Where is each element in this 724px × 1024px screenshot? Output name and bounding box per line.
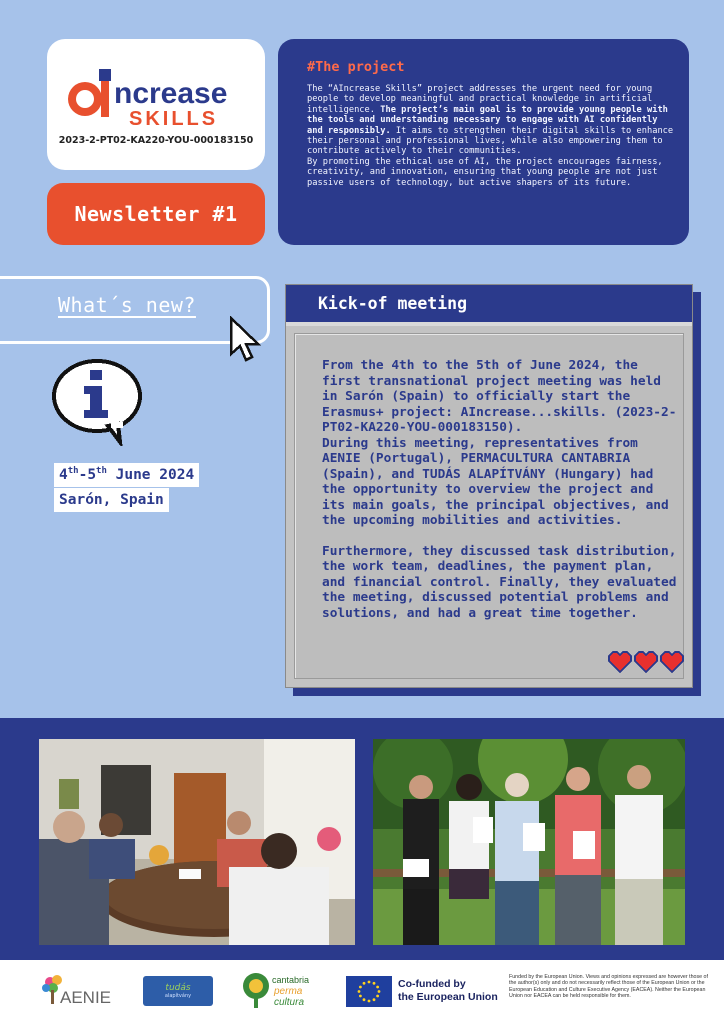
info-speech-bubble-icon — [48, 354, 146, 446]
aenie-text: AENIE — [60, 988, 112, 1007]
date-day-2: 5 — [87, 467, 97, 483]
project-description-box — [278, 39, 689, 245]
cofunded-label — [398, 978, 508, 1004]
eu-disclaimer: Funded by the European Union. Views and opinions expressed are however those of the author(s) only and do not necessarily reflect those of the European Union or the European Education and Culture Executive Agency (EACEA). Neither the European Union nor EACEA can be held responsible for them. — [509, 974, 708, 1000]
kickoff-window — [285, 284, 693, 688]
date-day-1: 4 — [59, 467, 68, 483]
aenie-logo — [40, 974, 120, 1008]
date-suffix-1: th — [67, 466, 79, 477]
perma-line-1: cantabria — [272, 975, 310, 985]
date-separator: - — [78, 467, 88, 483]
meeting-photo — [39, 739, 355, 945]
project-main-goal: The project’s main goal is to provide young people with the tools and understanding necessary to engage with AI confidently and responsibly. — [307, 104, 668, 136]
cofunded-line-1: Co-funded by — [398, 978, 466, 990]
tudas-logo — [143, 976, 213, 1006]
svg-text:ncrease: ncrease — [114, 77, 228, 110]
newsletter-badge: Newsletter #1 — [47, 183, 265, 245]
kickoff-paragraph-2: During this meeting, representatives from AENIE (Portugal), PERMACULTURA CANTABRIA (Spain), and TUDÁS ALAPÍTVÁNY (Hungary) had the opportunity to overview the project and its main goals, the principal objectives, and the upcoming mobilities and activities. — [322, 435, 669, 528]
eu-flag-icon — [346, 976, 392, 1007]
project-code: 2023-2-PT02-KA220-YOU-000183150 — [58, 135, 254, 146]
meeting-date — [54, 463, 199, 487]
date-suffix-2: th — [96, 466, 107, 477]
tudas-text: tudás — [165, 983, 191, 993]
mouse-cursor-icon — [228, 316, 262, 364]
cofunded-line-2: the European Union — [398, 991, 498, 1003]
date-month-year: June 2024 — [106, 467, 195, 483]
project-text-intro: The “AIncrease Skills” project addresses the urgent need for young people to develop meaningful and practical knowledge in artificial intelligence. — [307, 84, 653, 115]
project-heading: #The project — [307, 59, 405, 75]
hearts-icon — [607, 650, 687, 674]
project-text — [307, 84, 677, 188]
kickoff-paragraph-1: From the 4th to the 5th of June 2024, the first transnational project meeting was held in Sarón (Spain) to officially start the Erasmus+ project: AIncrease...skills. (2023-2-PT02-KA220-YOU-000183150). — [322, 358, 677, 435]
kickoff-title: Kick-of meeting — [318, 294, 468, 313]
meeting-place: Sarón, Spain — [54, 488, 169, 512]
project-text-ethics: By promoting the ethical use of AI, the project encourages fairness, creativity, and innovation, ensuring that young people are not just passive users of technology, but active shapers of its future. — [307, 156, 663, 188]
kickoff-paragraph-3: Furthermore, they discussed task distribution, the work team, deadlines, the payment plan, and financial control. Finally, they evaluated the meeting, discussed potential problems and solutions, and had a great time together. — [322, 543, 677, 621]
group-photo — [373, 739, 685, 945]
permacultura-logo — [240, 970, 320, 1012]
tudas-subtext: alapítvány — [164, 993, 192, 999]
window-title-bar — [286, 285, 692, 326]
project-text-aims: It aims to strengthen their digital skills to enhance their personal and professional lives, while also empowering them to contribute actively to their communities. — [307, 125, 674, 157]
aincrease-skills-logo — [59, 59, 259, 129]
whats-new-link[interactable]: What´s new? — [58, 293, 196, 317]
logo-card — [47, 39, 265, 170]
svg-text:SKILLS: SKILLS — [129, 108, 219, 129]
kickoff-text — [322, 358, 678, 621]
perma-line-3: cultura — [274, 997, 305, 1008]
footer — [0, 960, 724, 1024]
kickoff-content — [294, 333, 684, 679]
perma-line-2: perma — [274, 986, 303, 997]
